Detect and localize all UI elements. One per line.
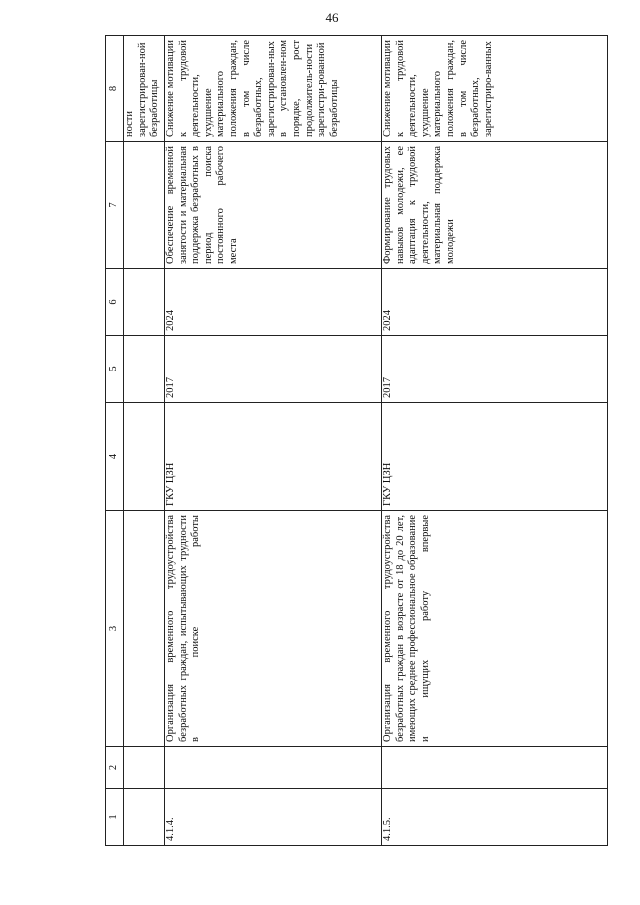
executor: ГКУ ЦЗН: [382, 403, 608, 511]
column-number-5: 5: [106, 336, 124, 403]
column-number-6: 6: [106, 269, 124, 336]
continuation-cell: [124, 142, 165, 269]
start-year: 2017: [165, 336, 382, 403]
row-number: 4.1.5.: [382, 789, 608, 846]
table-row: [165, 36, 382, 846]
column-number-1: 1: [106, 789, 124, 846]
continuation-cell: [124, 789, 165, 846]
start-year: 2017: [382, 336, 608, 403]
row-col2: [382, 747, 608, 789]
expected-result: Формирование трудовых навыков молодежи, ее адаптация к трудовой деятельности, материальная поддержка молодежи: [382, 142, 608, 269]
consequence: Снижение мотивации к трудовой деятельности, ухудшение материального положения граждан, в том числе безработных, зарегистриро-ванных: [382, 36, 608, 142]
page-number: 46: [325, 10, 339, 25]
continuation-cell: [124, 747, 165, 789]
row-number: 4.1.4.: [165, 789, 382, 846]
row-col2: [165, 747, 382, 789]
end-year: 2024: [165, 269, 382, 336]
column-number-2: 2: [106, 747, 124, 789]
executor: ГКУ ЦЗН: [165, 403, 382, 511]
column-number-7: 7: [106, 142, 124, 269]
continuation-row: [124, 36, 165, 846]
continuation-consequence: ности зарегистрирован-ной безработицы: [124, 36, 165, 142]
measure-name: Организация временного трудоустройства безработных граждан, испытывающих трудности в поиске работы: [165, 511, 382, 747]
measures-table: [105, 35, 608, 846]
continuation-cell: [124, 403, 165, 511]
column-number-4: 4: [106, 403, 124, 511]
column-number-row: [106, 36, 124, 846]
continuation-cell: [124, 336, 165, 403]
continuation-cell: [124, 511, 165, 747]
table-row: [382, 36, 608, 846]
column-number-8: 8: [106, 36, 124, 142]
expected-result: Обеспечение временной занятости и материальная поддержка безработных в период поиска постоянного рабочего места: [165, 142, 382, 269]
end-year: 2024: [382, 269, 608, 336]
rotated-table-container: [105, 36, 608, 846]
consequence: Снижение мотивации к трудовой деятельности, ухудшение материального положения граждан, в том числе безработных, зарегистрирован-ных в установлен-ном порядке, рост продолжитель-ности зарегистри-рованной безработицы: [165, 36, 382, 142]
continuation-cell: [124, 269, 165, 336]
column-number-3: 3: [106, 511, 124, 747]
measure-name: Организация временного трудоустройства безработных граждан в возрасте от 18 до 20 лет, имеющих среднее профессиональное образование и ищущих работу впервые: [382, 511, 608, 747]
